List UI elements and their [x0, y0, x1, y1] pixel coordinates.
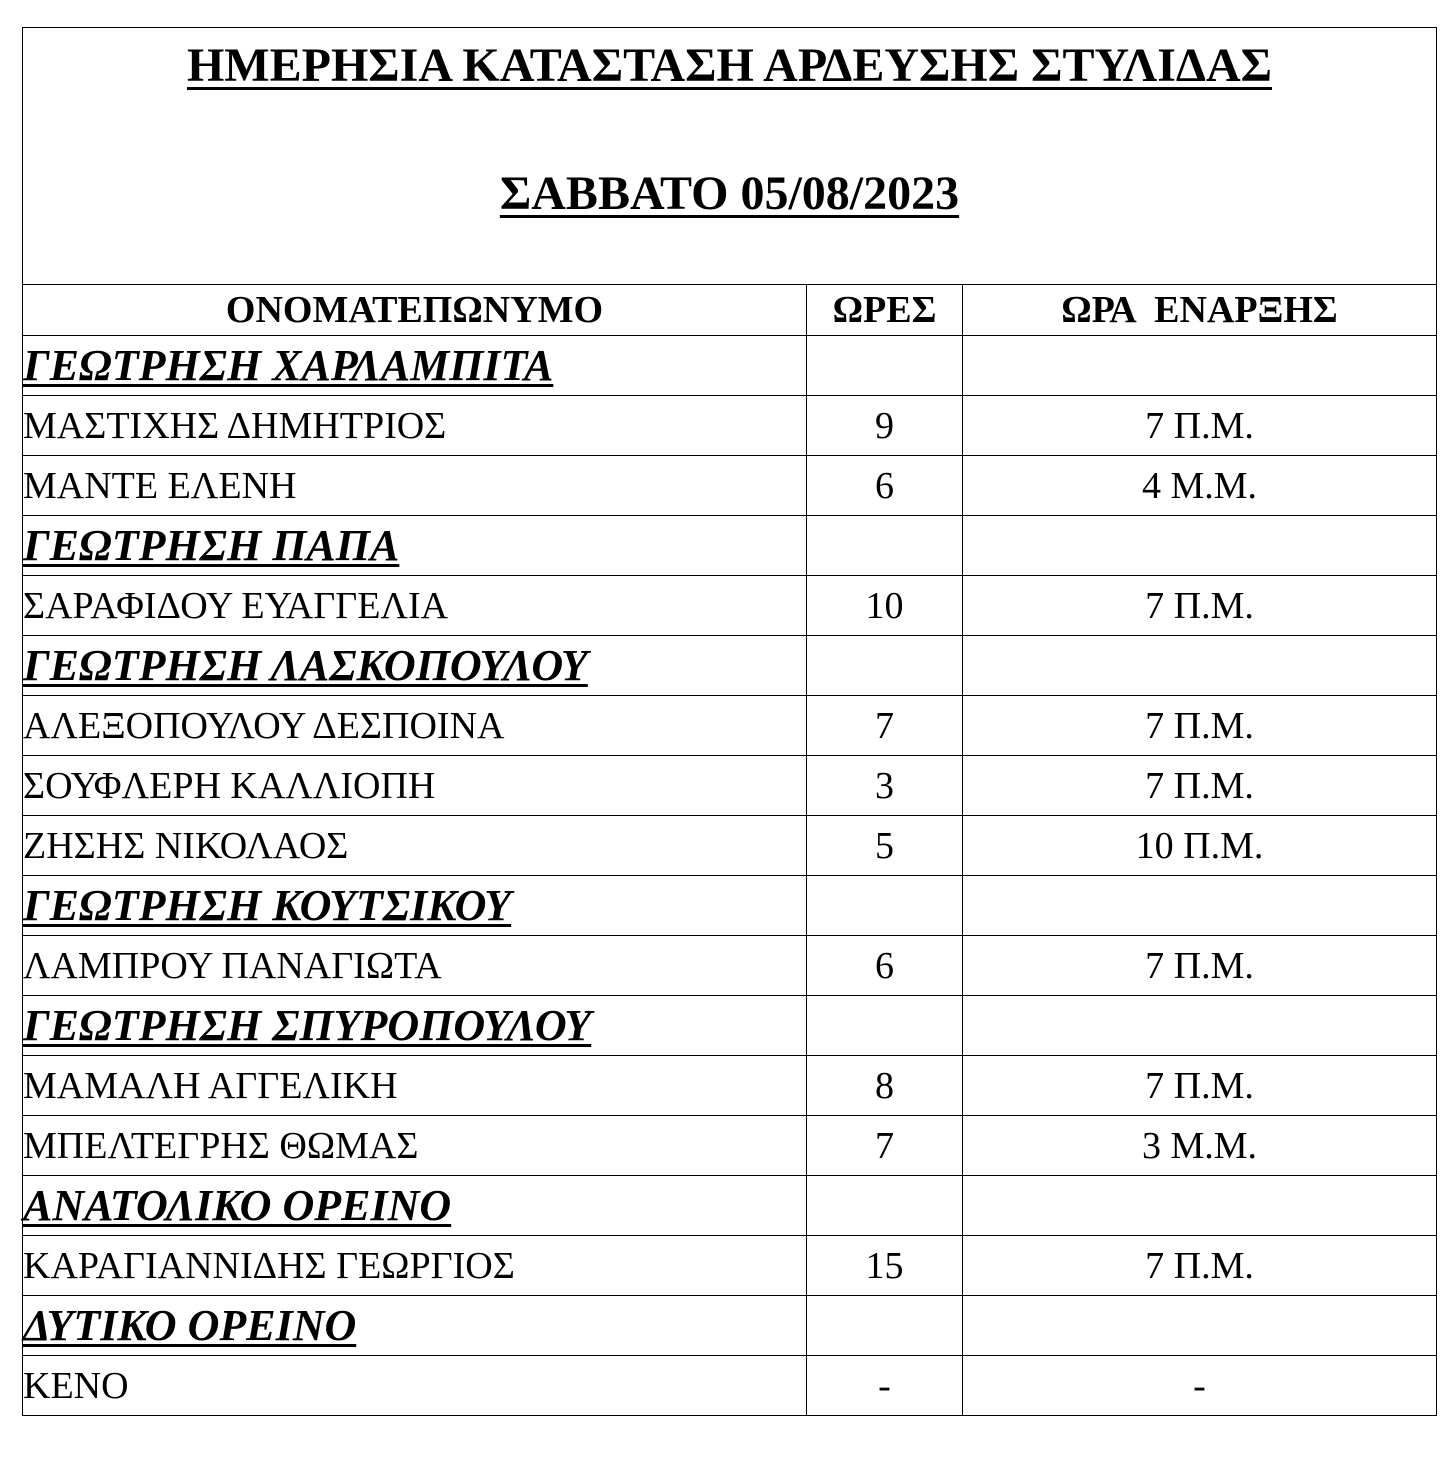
- table-row: [23, 756, 1437, 816]
- table-row: [23, 456, 1437, 516]
- section-row: [23, 636, 1437, 696]
- hours-cell: 7: [807, 1116, 963, 1176]
- person-name-cell: ΛΑΜΠΡΟΥ ΠΑΝΑΓΙΩΤΑ: [23, 936, 807, 996]
- table-row: [23, 816, 1437, 876]
- hours-cell: 3: [807, 756, 963, 816]
- person-name-cell: ΖΗΣΗΣ ΝΙΚΟΛΑΟΣ: [23, 816, 807, 876]
- person-name-cell: ΚΕΝΟ: [23, 1356, 807, 1416]
- start-time-cell: 7 Π.Μ.: [963, 936, 1437, 996]
- person-name-cell: ΚΑΡΑΓΙΑΝΝΙΔΗΣ ΓΕΩΡΓΙΟΣ: [23, 1236, 807, 1296]
- empty-cell: [807, 996, 963, 1056]
- table-row: [23, 1236, 1437, 1296]
- hours-cell: 6: [807, 936, 963, 996]
- empty-cell: [807, 636, 963, 696]
- section-title: ΓΕΩΤΡΗΣΗ ΛΑΣΚΟΠΟΥΛΟΥ: [23, 636, 807, 696]
- empty-cell: [807, 336, 963, 396]
- hours-cell: -: [807, 1356, 963, 1416]
- start-time-cell: 7 Π.Μ.: [963, 756, 1437, 816]
- section-row: [23, 1176, 1437, 1236]
- section-title: ΓΕΩΤΡΗΣΗ ΧΑΡΛΑΜΠΙΤΑ: [23, 336, 807, 396]
- person-name-cell: ΣΟΥΦΛΕΡΗ ΚΑΛΛΙΟΠΗ: [23, 756, 807, 816]
- irrigation-schedule-table: [22, 27, 1437, 1416]
- table-row: [23, 396, 1437, 456]
- empty-cell: [963, 876, 1437, 936]
- hours-cell: 10: [807, 576, 963, 636]
- empty-cell: [963, 1296, 1437, 1356]
- title-row: [23, 28, 1437, 285]
- start-time-cell: 7 Π.Μ.: [963, 696, 1437, 756]
- empty-cell: [963, 516, 1437, 576]
- empty-cell: [807, 876, 963, 936]
- header-row: [23, 285, 1437, 336]
- hours-cell: 9: [807, 396, 963, 456]
- empty-cell: [963, 996, 1437, 1056]
- start-time-cell: 7 Π.Μ.: [963, 396, 1437, 456]
- hours-cell: 8: [807, 1056, 963, 1116]
- column-header-name: ΟΝΟΜΑΤΕΠΩΝΥΜΟ: [23, 285, 807, 336]
- person-name-cell: ΜΑΜΑΛΗ ΑΓΓΕΛΙΚΗ: [23, 1056, 807, 1116]
- hours-cell: 6: [807, 456, 963, 516]
- section-row: [23, 996, 1437, 1056]
- section-title: ΓΕΩΤΡΗΣΗ ΚΟΥΤΣΙΚΟΥ: [23, 876, 807, 936]
- table-row: [23, 576, 1437, 636]
- empty-cell: [963, 636, 1437, 696]
- start-time-cell: 7 Π.Μ.: [963, 1236, 1437, 1296]
- document-date: ΣΑΒΒΑΤΟ 05/08/2023: [499, 167, 960, 220]
- section-row: [23, 876, 1437, 936]
- section-row: [23, 1296, 1437, 1356]
- title-cell: [23, 28, 1437, 285]
- section-title: ΓΕΩΤΡΗΣΗ ΠΑΠΑ: [23, 516, 807, 576]
- table-row: [23, 696, 1437, 756]
- table-row: [23, 1356, 1437, 1416]
- empty-cell: [807, 1296, 963, 1356]
- table-row: [23, 1116, 1437, 1176]
- start-time-cell: -: [963, 1356, 1437, 1416]
- hours-cell: 7: [807, 696, 963, 756]
- section-row: [23, 516, 1437, 576]
- start-time-cell: 7 Π.Μ.: [963, 1056, 1437, 1116]
- start-time-cell: 3 Μ.Μ.: [963, 1116, 1437, 1176]
- empty-cell: [807, 1176, 963, 1236]
- column-header-start-time: ΩΡΑ ΕΝΑΡΞΗΣ: [963, 285, 1437, 336]
- person-name-cell: ΣΑΡΑΦΙΔΟΥ ΕΥΑΓΓΕΛΙΑ: [23, 576, 807, 636]
- column-header-hours: ΩΡΕΣ: [807, 285, 963, 336]
- hours-cell: 15: [807, 1236, 963, 1296]
- document-title: ΗΜΕΡΗΣΙΑ ΚΑΤΑΣΤΑΣΗ ΑΡΔΕΥΣΗΣ ΣΤΥΛΙΔΑΣ: [186, 39, 1273, 92]
- empty-cell: [963, 336, 1437, 396]
- start-time-cell: 10 Π.Μ.: [963, 816, 1437, 876]
- section-title: ΑΝΑΤΟΛΙΚΟ ΟΡΕΙΝΟ: [23, 1176, 807, 1236]
- person-name-cell: ΜΑΝΤΕ ΕΛΕΝΗ: [23, 456, 807, 516]
- person-name-cell: ΜΑΣΤΙΧΗΣ ΔΗΜΗΤΡΙΟΣ: [23, 396, 807, 456]
- start-time-cell: 4 Μ.Μ.: [963, 456, 1437, 516]
- table-row: [23, 1056, 1437, 1116]
- start-time-cell: 7 Π.Μ.: [963, 576, 1437, 636]
- person-name-cell: ΑΛΕΞΟΠΟΥΛΟΥ ΔΕΣΠΟΙΝΑ: [23, 696, 807, 756]
- section-title: ΓΕΩΤΡΗΣΗ ΣΠΥΡΟΠΟΥΛΟΥ: [23, 996, 807, 1056]
- section-row: [23, 336, 1437, 396]
- section-title: ΔΥΤΙΚΟ ΟΡΕΙΝΟ: [23, 1296, 807, 1356]
- empty-cell: [807, 516, 963, 576]
- hours-cell: 5: [807, 816, 963, 876]
- irrigation-schedule-document: [22, 27, 1436, 1416]
- person-name-cell: ΜΠΕΛΤΕΓΡΗΣ ΘΩΜΑΣ: [23, 1116, 807, 1176]
- empty-cell: [963, 1176, 1437, 1236]
- table-row: [23, 936, 1437, 996]
